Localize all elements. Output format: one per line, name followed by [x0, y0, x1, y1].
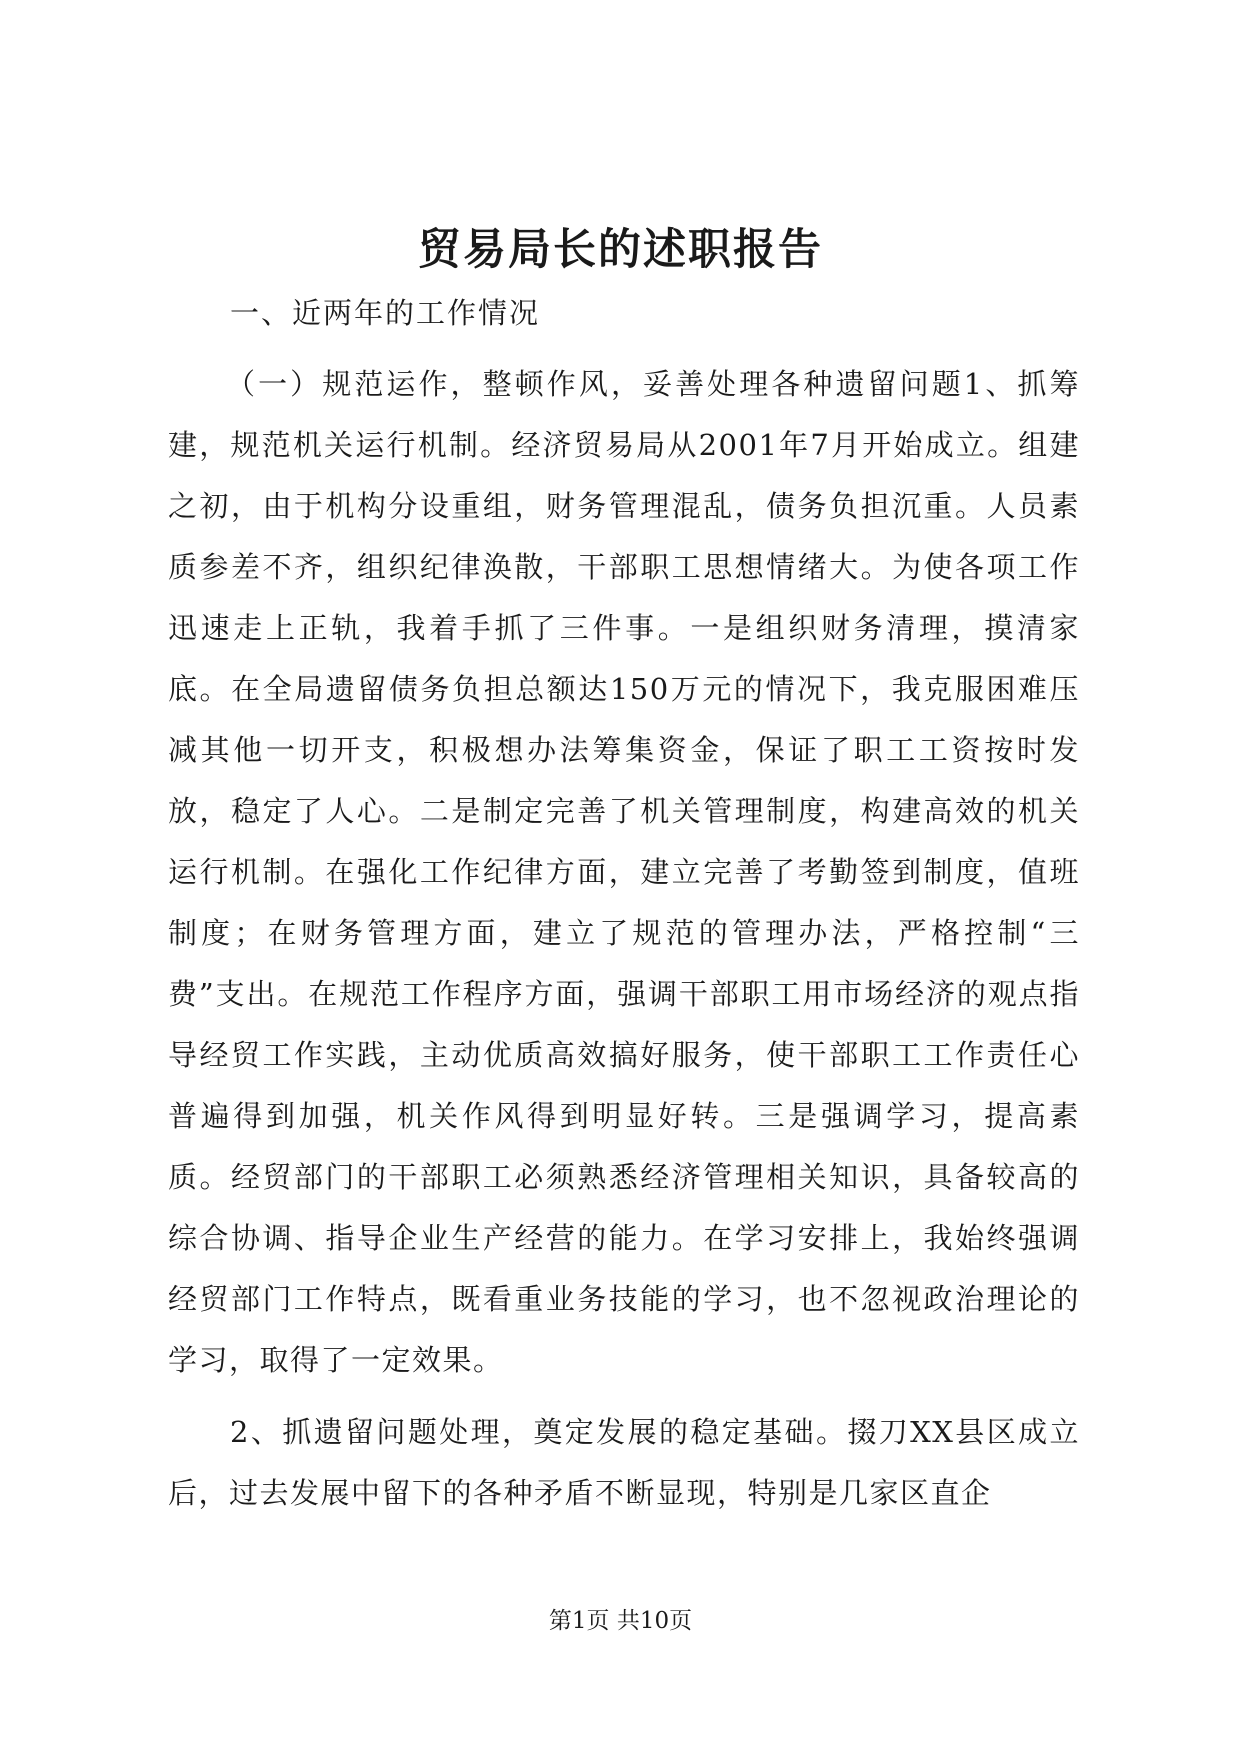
page-number-footer: 第1页 共10页 [548, 1608, 693, 1634]
section-heading: 一、近两年的工作情况 [230, 296, 541, 330]
body-paragraph-2: 2、抓遗留问题处理，奠定发展的稳定基础。掇刀XX县区成立后，过去发展中留下的各种矛盾不断显现，特别是几家区直企 [168, 1415, 1080, 1510]
document-title: 贸易局长的述职报告 [418, 225, 823, 275]
body-paragraph-1: （一）规范运作，整顿作风，妥善处理各种遗留问题1、抓筹建，规范机关运行机制。经济贸易局从2001年7月开始成立。组建之初，由于机构分设重组，财务管理混乱，债务负担沉重。人员素质参差不齐，组织纪律涣散，干部职工思想情绪大。为使各项工作迅速走上正轨，我着手抓了三件事。一是组织财务清理，摸清家底。在全局遗留债务负担总额达150万元的情况下，我克服困难压减其他一切开支，积极想办法筹集资金，保证了职工工资按时发放，稳定了人心。二是制定完善了机关管理制度，构建高效的机关运行机制。在强化工作纪律方面，建立完善了考勤签到制度，值班制度；在财务管理方面，建立了规范的管理办法，严格控制“三费”支出。在规范工作程序方面，强调干部职工用市场经济的观点指导经贸工作实践，主动优质高效搞好服务，使干部职工工作责任心普遍得到加强，机关作风得到明显好转。三是强调学习，提高素质。经贸部门的干部职工必须熟悉经济管理相关知识，具备较高的综合协调、指导企业生产经营的能力。在学习安排上，我始终强调经贸部门工作特点，既看重业务技能的学习，也不忽视政治理论的学习，取得了一定效果。 [168, 367, 1080, 1377]
